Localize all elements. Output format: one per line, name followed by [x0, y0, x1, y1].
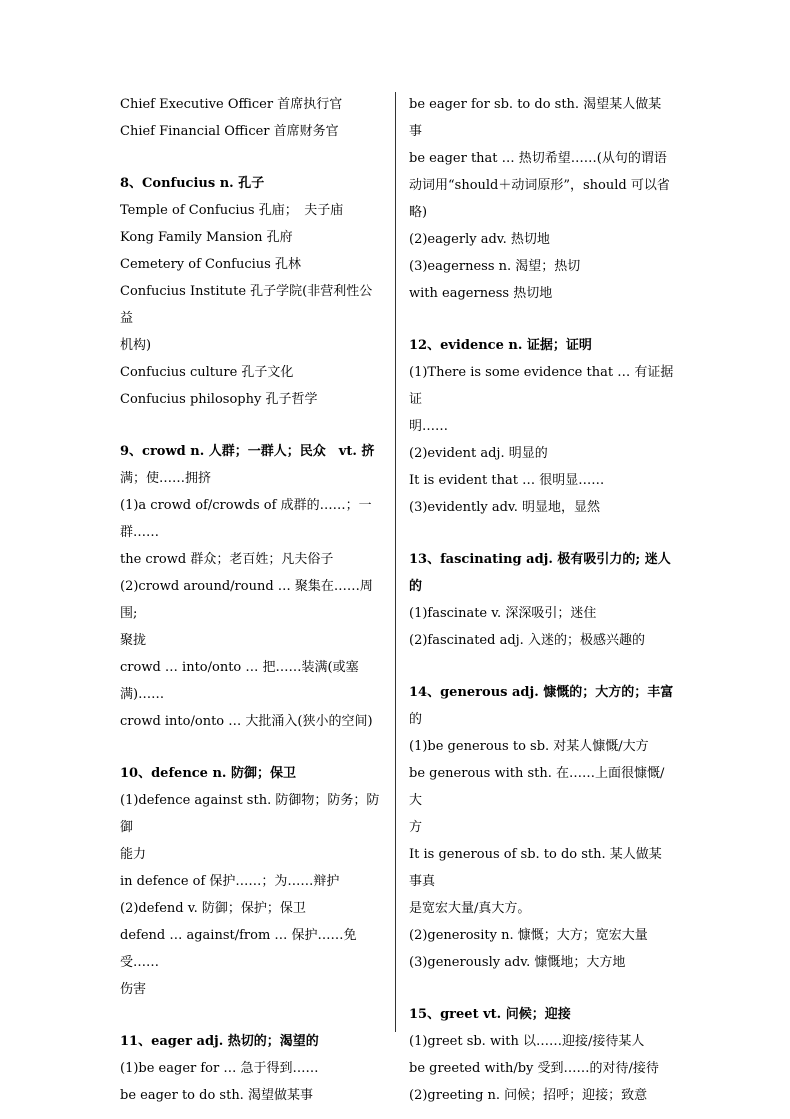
entry-line: 满)…… [120, 687, 165, 702]
entry-line: 动词用“should＋动词原形”，should 可以省 [409, 178, 670, 193]
entry-line: (1)be eager for … 急于得到…… [120, 1061, 319, 1076]
entry-line: crowd … into/onto … 把……装满(或塞 [120, 660, 359, 675]
entry-line: (1)a crowd of/crowds of 成群的……；一 [120, 498, 372, 513]
entry-line: (1)greet sb. with 以……迎接/接待某人 [409, 1034, 645, 1049]
section-gap [409, 654, 674, 679]
entry-line: be generous with sth. 在……上面很慷慨/大 [409, 766, 665, 808]
column-divider [395, 92, 396, 1032]
entry-line: 略) [409, 205, 428, 220]
entry-line: (2)greeting n. 问候；招呼；迎接；致意 [409, 1088, 648, 1103]
entry-line: crowd into/onto … 大批涌入(狭小的空间) [120, 714, 373, 729]
entry-line: Temple of Confucius 孔庙； 夫子庙 [120, 203, 344, 218]
entry-line: (3)evidently adv. 明显地，显然 [409, 500, 600, 515]
section-gap [120, 145, 382, 170]
entry-line: be greeted with/by 受到……的对待/接待 [409, 1061, 659, 1076]
entry-line: (1)fascinate v. 深深吸引；迷住 [409, 606, 597, 621]
entry-line: (2)evident adj. 明显的 [409, 446, 548, 461]
entry-heading: 11、eager adj. 热切的；渴望的 [120, 1034, 319, 1049]
entry-line: Cemetery of Confucius 孔林 [120, 257, 301, 272]
entry-line: (2)defend v. 防御；保护；保卫 [120, 901, 306, 916]
entry-line: 伤害 [120, 982, 147, 997]
entry-line: (1)There is some evidence that … 有证据证 [409, 365, 674, 407]
entry-line: (1)be generous to sb. 对某人慷慨/大方 [409, 739, 649, 754]
entry-line: be eager that … 热切希望……(从句的谓语 [409, 151, 667, 166]
entry-line: be eager to do sth. 渴望做某事 [120, 1088, 313, 1103]
entry-line: It is generous of sb. to do sth. 某人做某事真 [409, 847, 662, 889]
section-gap [120, 735, 382, 760]
entry-line: Confucius philosophy 孔子哲学 [120, 392, 318, 407]
entry-line: be eager for sb. to do sth. 渴望某人做某事 [409, 97, 662, 139]
entry-heading: 10、defence n. 防御；保卫 [120, 766, 296, 781]
entry-line: (2)generosity n. 慷慨；大方；宽宏大量 [409, 928, 648, 943]
entry-line: Confucius Institute 孔子学院(非营利性公益 [120, 284, 373, 326]
left-column [120, 91, 382, 1109]
section-gap [120, 413, 382, 438]
entry-line: 是宽宏大量/真大方。 [409, 901, 531, 916]
entry-line: with eagerness 热切地 [409, 286, 553, 301]
entry-line: (2)fascinated adj. 入迷的；极感兴趣的 [409, 633, 645, 648]
entry-heading: 8、Confucius n. 孔子 [120, 176, 265, 191]
entry-line: 明…… [409, 419, 449, 434]
entry-line: (2)crowd around/round … 聚集在……周围; [120, 579, 373, 621]
section-gap [409, 307, 674, 332]
entry-line: It is evident that … 很明显…… [409, 473, 605, 488]
entry-line: (3)eagerness n. 渴望；热切 [409, 259, 581, 274]
entry-heading: 9、crowd n. 人群；一群人；民众 vt. 挤 [120, 444, 375, 459]
entry-line: Kong Family Mansion 孔府 [120, 230, 293, 245]
entry-heading: 13、fascinating adj. 极有吸引力的; 迷人的 [409, 552, 671, 594]
section-gap [120, 1003, 382, 1028]
right-column [409, 91, 674, 1109]
entry-line: 群…… [120, 525, 160, 540]
entry-line: 聚拢 [120, 633, 147, 648]
entry-heading: 12、evidence n. 证据；证明 [409, 338, 592, 353]
entry-line: 机构) [120, 338, 152, 353]
entry-line: 能力 [120, 847, 147, 862]
entry-line: Confucius culture 孔子文化 [120, 365, 294, 380]
entry-line: (2)eagerly adv. 热切地 [409, 232, 550, 247]
entry-line: 的 [409, 712, 423, 727]
entry-heading: 15、greet vt. 问候；迎接 [409, 1007, 571, 1022]
entry-line: Chief Financial Officer 首席财务官 [120, 124, 339, 139]
section-gap [409, 521, 674, 546]
entry-line: defend … against/from … 保护……免受…… [120, 928, 357, 970]
entry-heading: 14、generous adj. 慷慨的；大方的；丰富 [409, 685, 674, 700]
entry-line: 方 [409, 820, 423, 835]
entry-line: in defence of 保护……；为……辩护 [120, 874, 340, 889]
section-gap [409, 976, 674, 1001]
entry-line: the crowd 群众；老百姓；凡夫俗子 [120, 552, 334, 567]
entry-line: (1)defence against sth. 防御物；防务；防御 [120, 793, 380, 835]
entry-line: 满；使……拥挤 [120, 471, 212, 486]
entry-line: Chief Executive Officer 首席执行官 [120, 97, 343, 112]
entry-line: (3)generously adv. 慷慨地；大方地 [409, 955, 626, 970]
